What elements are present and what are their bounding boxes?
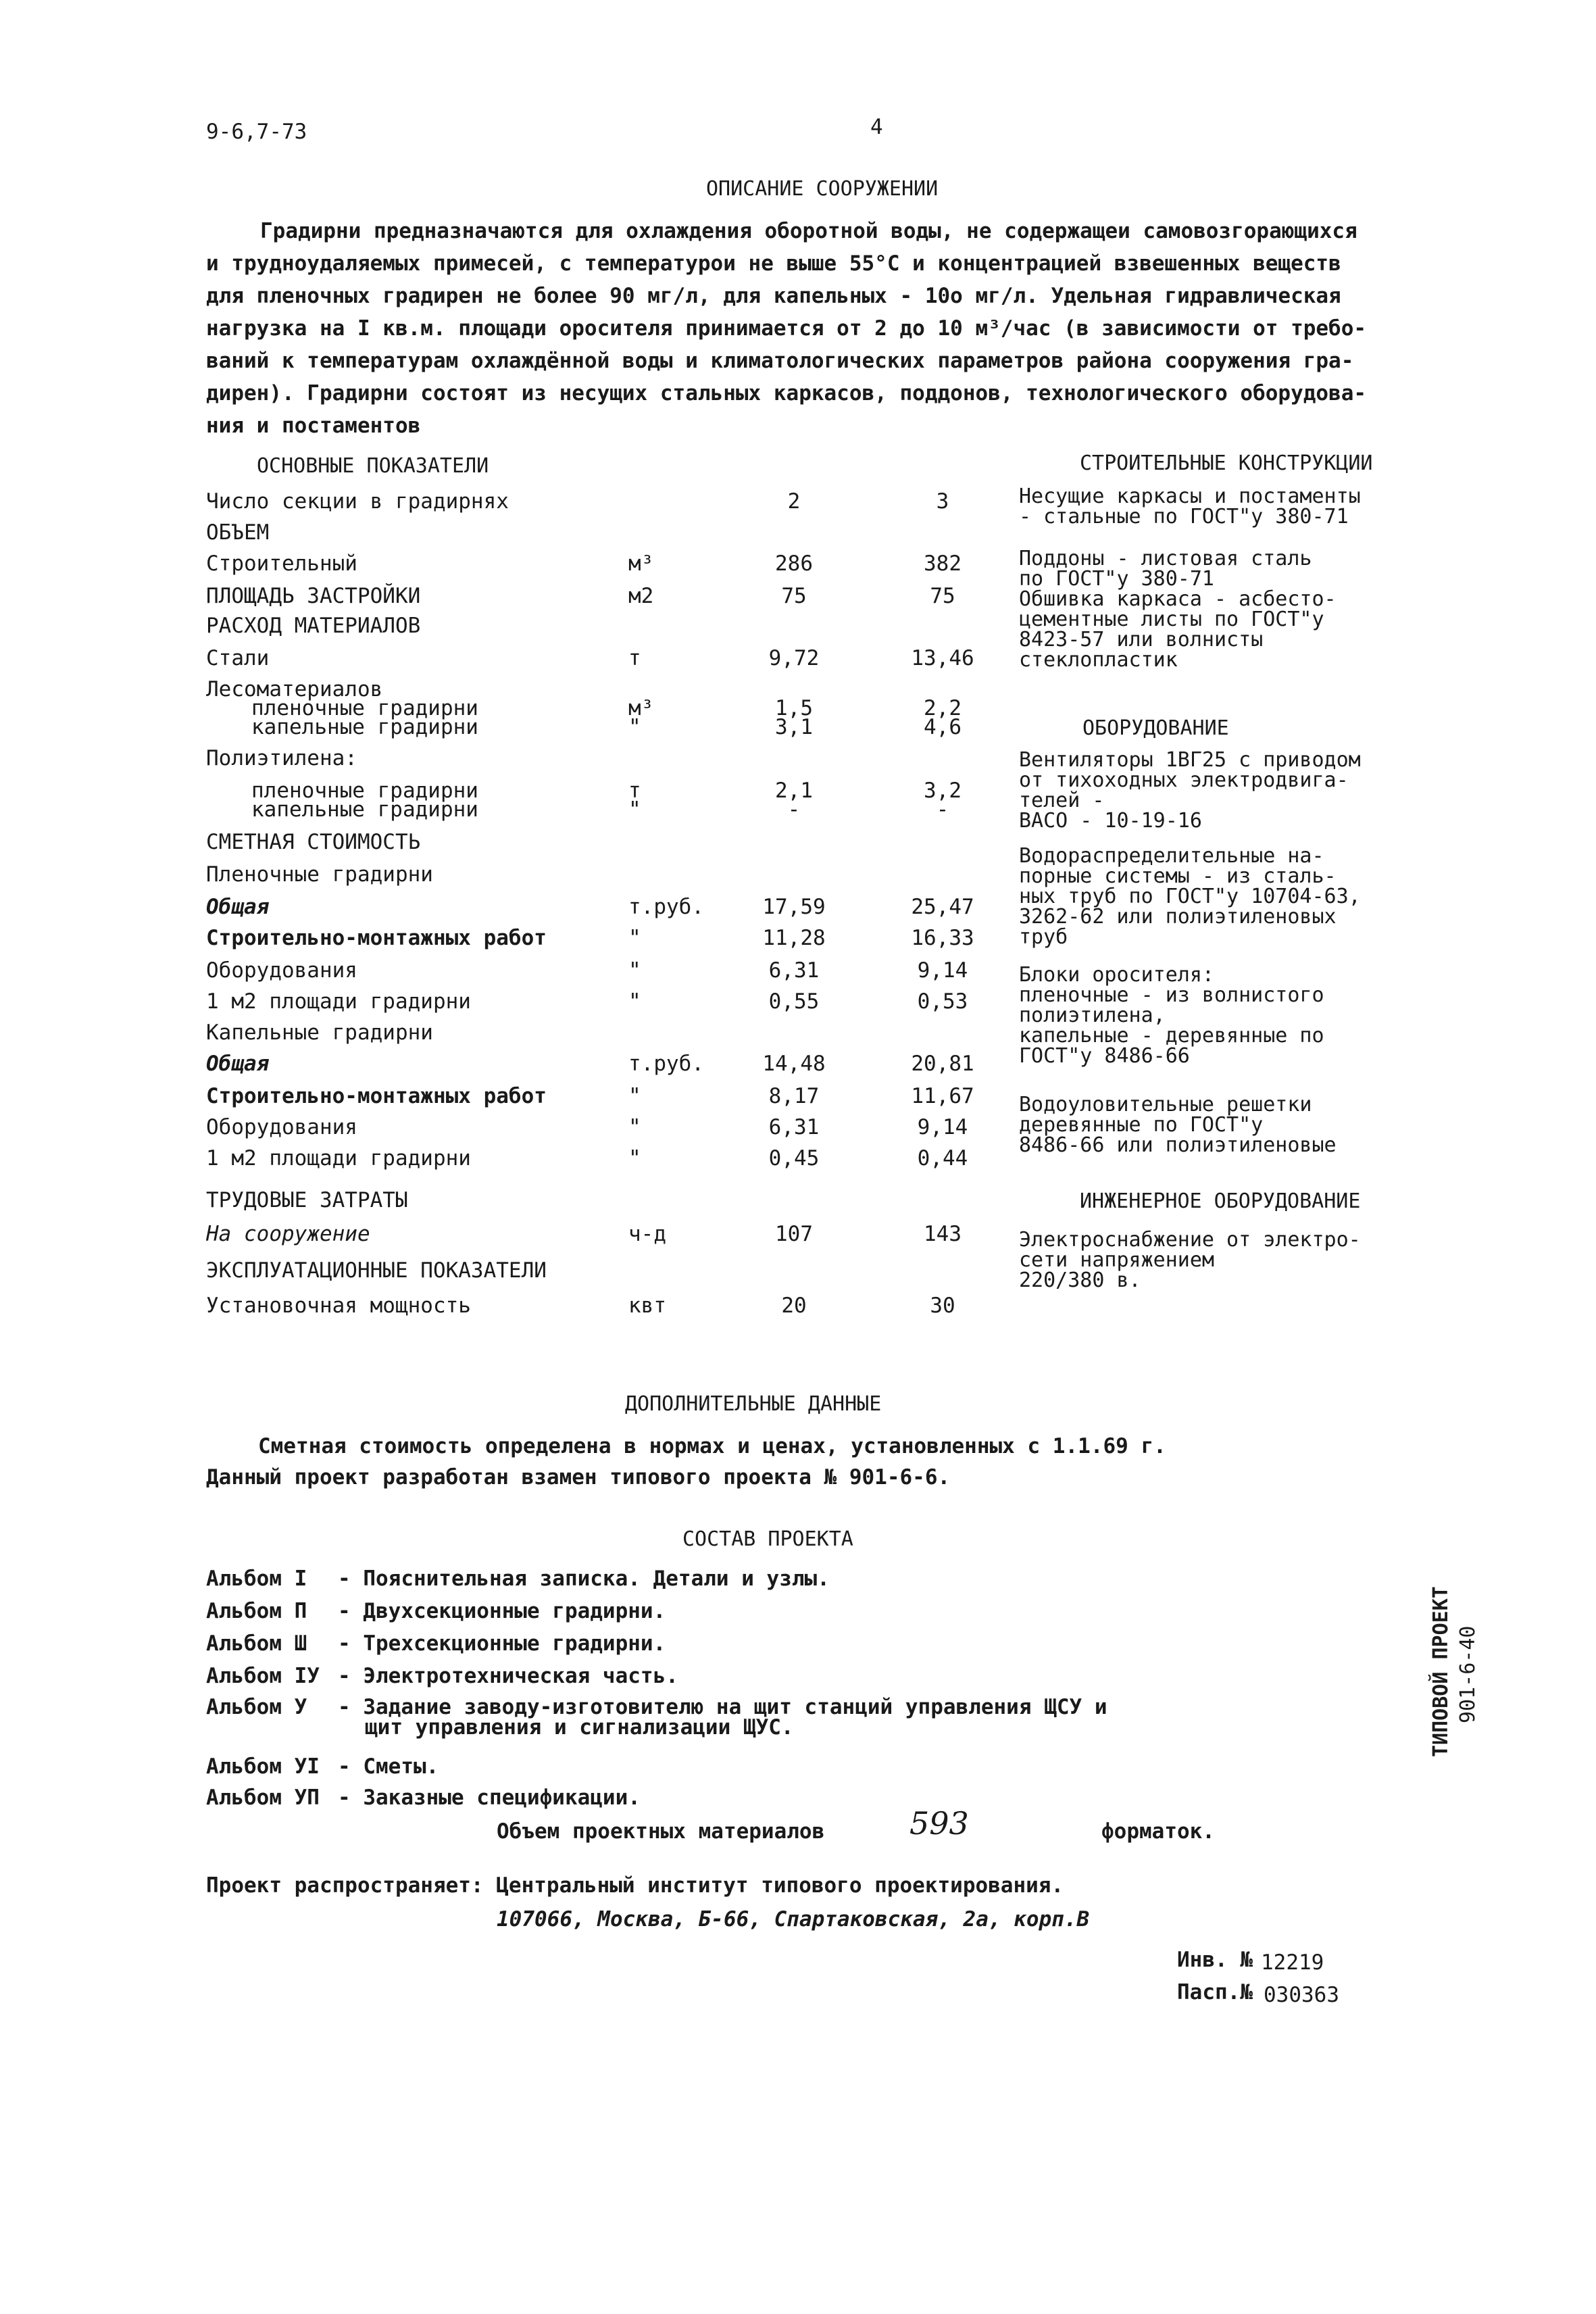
volume-unit: форматок. (1101, 1819, 1215, 1844)
indicator-value-3-sections: 13,46 (911, 646, 974, 670)
album-description: - Сметы. (338, 1754, 439, 1779)
equipment-line: пленочные - из волнистого (1019, 983, 1324, 1007)
indicator-value-2-sections: 0,45 (768, 1146, 820, 1171)
indicator-value-2-sections: 6,31 (768, 1115, 820, 1139)
indicator-value-3-sections: 16,33 (911, 926, 974, 950)
indicator-label: На сооружение (206, 1222, 370, 1246)
equipment-line: деревянные по ГОСТ"у (1019, 1113, 1264, 1137)
description-line: ния и постаментов (206, 414, 421, 438)
equipment-block-2 (1019, 846, 1411, 947)
equipment-line: ных труб по ГОСТ"у 10704-63, (1019, 885, 1361, 908)
constructions-line: стеклопластик (1019, 648, 1178, 672)
engineering-line: сети напряжением (1019, 1248, 1214, 1272)
album-name: Альбом IУ (206, 1664, 320, 1688)
indicator-value-2-sections: 8,17 (768, 1084, 820, 1108)
indicator-label: пленочные градирни (251, 779, 478, 803)
indicator-unit: " (628, 715, 641, 739)
indicator-label: ПЛОЩАДЬ ЗАСТРОЙКИ (206, 584, 421, 608)
indicator-label: ТРУДОВЫЕ ЗАТРАТЫ (206, 1188, 408, 1212)
constructions-line: цементные листы по ГОСТ"у (1019, 608, 1324, 631)
inv-label: Инв. № (1177, 1948, 1253, 1972)
indicator-label: Лесоматериалов (206, 677, 383, 701)
indicator-unit: т.руб. (628, 1052, 704, 1076)
indicator-label: ЭКСПЛУАТАЦИОННЫЕ ПОКАЗАТЕЛИ (206, 1258, 547, 1283)
indicator-unit: т.руб. (628, 895, 704, 919)
indicator-value-3-sections: - (936, 797, 949, 822)
indicator-value-3-sections: 20,81 (911, 1052, 974, 1076)
indicator-value-2-sections: 20 (781, 1294, 807, 1318)
equipment-line: порные системы - из сталь- (1019, 864, 1337, 888)
description-line: ваний к температурам охлаждённой воды и климатологических параметров района сооружения гра- (206, 349, 1354, 373)
constructions-block-2 (1019, 549, 1411, 670)
description-line: и трудноудаляемых примесей, с температурои не выше 55°С и концентрацией взвешенных веществ (206, 251, 1341, 276)
equipment-block-1 (1019, 750, 1411, 831)
doc-code: 9-6,7-73 (206, 120, 307, 144)
indicator-unit: " (628, 1115, 641, 1139)
indicator-label: Полиэтилена: (206, 746, 357, 770)
indicator-value-2-sections: 75 (781, 584, 807, 608)
indicator-unit: м³ (628, 696, 654, 720)
description-line: для пленочных градирен не более 90 мг/л, для капельных - 10о мг/л. Удельная гидравлическая (206, 284, 1341, 308)
constructions-title: СТРОИТЕЛЬНЫЕ КОНСТРУКЦИИ (1080, 451, 1373, 475)
indicator-value-2-sections: 14,48 (762, 1052, 826, 1076)
indicator-label: 1 м2 площади градирни (206, 989, 471, 1014)
indicator-unit: м³ (628, 551, 654, 576)
indicator-value-2-sections: 107 (775, 1222, 813, 1246)
volume-label: Объем проектных материалов (497, 1819, 825, 1844)
indicator-unit: м2 (628, 584, 654, 608)
indicator-value-2-sections: 0,55 (768, 989, 820, 1014)
constructions-line: - стальные по ГОСТ"у 380-71 (1019, 505, 1349, 528)
equipment-line: телей - (1019, 789, 1105, 812)
indicator-value-3-sections: 143 (924, 1222, 962, 1246)
indicator-value-3-sections: 4,6 (924, 715, 962, 739)
indicator-value-2-sections: - (787, 797, 801, 822)
equipment-line: от тихоходных электродвига- (1019, 768, 1349, 792)
indicator-value-2-sections: 286 (775, 551, 813, 576)
composition-title: СОСТАВ ПРОЕКТА (682, 1527, 853, 1551)
equipment-line: ГОСТ"у 8486-66 (1019, 1044, 1190, 1068)
constructions-line: Обшивка каркаса - асбесто- (1019, 587, 1337, 611)
indicator-value-3-sections: 382 (924, 551, 962, 576)
indicator-unit: т (628, 779, 641, 803)
indicator-label: Стали (206, 646, 270, 670)
additional-line-1: Сметная стоимость определена в нормах и ценах, установленных с 1.1.69 г. (258, 1434, 1166, 1458)
album-name: Альбом УП (206, 1786, 320, 1810)
indicator-unit: " (628, 926, 641, 950)
indicator-label: Строительно-монтажных работ (206, 926, 547, 950)
indicator-value-3-sections: 3 (936, 489, 949, 514)
album-name: Альбом УI (206, 1754, 320, 1779)
distributor-line-1: Проект распространяет: Центральный институт типового проектирования. (206, 1873, 1064, 1898)
equipment-line: Водораспределительные на- (1019, 844, 1324, 868)
indicator-value-3-sections: 25,47 (911, 895, 974, 919)
indicator-label: Капельные градирни (206, 1020, 433, 1045)
equipment-line: Вентиляторы 1ВГ25 с приводом (1019, 748, 1361, 772)
description-paragraph (206, 215, 1409, 442)
side-stamp-line-1: ТИПОВОЙ ПРОЕКТ (1429, 1586, 1453, 1757)
indicator-value-3-sections: 0,53 (917, 989, 968, 1014)
indicator-label: капельные градирни (251, 715, 478, 739)
indicator-value-2-sections: 3,1 (775, 715, 813, 739)
description-line: дирен). Градирни состоят из несущих стальных каркасов, поддонов, технологического оборудова- (206, 381, 1367, 405)
indicator-unit: " (628, 1084, 641, 1108)
equipment-line: 3262-62 или полиэтиленовых (1019, 905, 1337, 929)
indicators-title: ОСНОВНЫЕ ПОКАЗАТЕЛИ (257, 454, 489, 478)
indicator-label: капельные градирни (251, 797, 478, 822)
indicator-value-2-sections: 17,59 (762, 895, 826, 919)
description-line: Градирни предназначаются для охлаждения оборотной воды, не содержащеи самовозгорающихся (260, 219, 1357, 243)
volume-value: 593 (909, 1805, 969, 1842)
indicator-value-3-sections: 75 (930, 584, 955, 608)
pasp-label: Пасп.№ (1177, 1980, 1253, 2004)
equipment-line: Блоки оросителя: (1019, 963, 1214, 987)
constructions-line: Несущие каркасы и постаменты (1019, 485, 1361, 508)
constructions-line: Поддоны - листовая сталь (1019, 547, 1312, 570)
description-line: нагрузка на I кв.м. площади оросителя принимается от 2 до 10 м³/час (в зависимости от требо- (206, 316, 1367, 341)
album-description: - Пояснительная записка. Детали и узлы. (338, 1567, 830, 1591)
pasp-value: 030363 (1264, 1983, 1339, 2007)
album-description: - Задание заводу-изготовителю на щит станций управления ЩСУ и (338, 1695, 1107, 1719)
equipment-block-4 (1019, 1095, 1411, 1156)
indicator-value-3-sections: 9,14 (917, 958, 968, 983)
indicator-unit: " (628, 797, 641, 822)
indicator-value-3-sections: 9,14 (917, 1115, 968, 1139)
indicator-row (0, 715, 1596, 742)
equipment-block-3 (1019, 965, 1411, 1066)
indicator-label: Оборудования (206, 958, 357, 983)
album-description: - Электротехническая часть. (338, 1664, 678, 1688)
indicator-value-3-sections: 0,44 (917, 1146, 968, 1171)
album-name: Альбом I (206, 1567, 307, 1591)
constructions-line: по ГОСТ"у 380-71 (1019, 567, 1214, 591)
indicator-unit: " (628, 989, 641, 1014)
indicator-label: Число секции в градирнях (206, 489, 509, 514)
indicator-value-2-sections: 11,28 (762, 926, 826, 950)
equipment-line: труб (1019, 925, 1068, 949)
equipment-line: капельные - деревянные по (1019, 1024, 1324, 1048)
indicator-label: Строительный (206, 551, 357, 576)
indicator-value-2-sections: 2,1 (775, 779, 813, 803)
constructions-block-1 (1019, 487, 1411, 527)
indicator-value-2-sections: 9,72 (768, 646, 820, 670)
distributor-line-2: 107066, Москва, Б-66, Спартаковская, 2а, корп.В (497, 1907, 1090, 1931)
equipment-title: ОБОРУДОВАНИЕ (1082, 716, 1229, 740)
equipment-line: Водоуловительные решетки (1019, 1093, 1312, 1116)
engineering-line: Электроснабжение от электро- (1019, 1228, 1361, 1252)
album-description: - Заказные спецификации. (338, 1786, 641, 1810)
equipment-line: ВАСО - 10-19-16 (1019, 809, 1202, 833)
album-description: - Двухсекционные градирни. (338, 1599, 666, 1623)
engineering-block (1019, 1230, 1411, 1291)
indicator-label: 1 м2 площади градирни (206, 1146, 471, 1171)
equipment-line: полиэтилена, (1019, 1004, 1166, 1027)
indicator-unit: " (628, 958, 641, 983)
description-title: ОПИСАНИЕ СООРУЖЕНИИ (706, 177, 939, 201)
indicator-value-3-sections: 2,2 (924, 696, 962, 720)
indicator-label: Общая (206, 895, 270, 919)
indicator-value-3-sections: 3,2 (924, 779, 962, 803)
indicator-value-3-sections: 30 (930, 1294, 955, 1318)
indicator-label: пленочные градирни (251, 696, 478, 720)
album-name: Альбом Ш (206, 1631, 307, 1656)
indicator-label: РАСХОД МАТЕРИАЛОВ (206, 614, 421, 638)
album-name: Альбом У (206, 1695, 307, 1719)
album-description-continued: щит управления и сигнализации ЩУС. (365, 1715, 794, 1740)
album-description: - Трехсекционные градирни. (338, 1631, 666, 1656)
indicator-label: Установочная мощность (206, 1294, 471, 1318)
indicator-label: Строительно-монтажных работ (206, 1084, 547, 1108)
engineering-title: ИНЖЕНЕРНОЕ ОБОРУДОВАНИЕ (1080, 1189, 1361, 1213)
indicator-unit: квт (628, 1294, 666, 1318)
indicator-value-2-sections: 1,5 (775, 696, 813, 720)
indicator-unit: т (628, 646, 641, 670)
album-name: Альбом П (206, 1599, 307, 1623)
side-stamp (1382, 1554, 1517, 1784)
indicator-label: Оборудования (206, 1115, 357, 1139)
indicator-label: Общая (206, 1052, 270, 1076)
indicator-row (0, 1294, 1596, 1321)
indicator-value-3-sections: 11,67 (911, 1084, 974, 1108)
engineering-line: 220/380 в. (1019, 1269, 1141, 1292)
indicator-label: ОБЪЕМ (206, 520, 270, 545)
additional-line-2: Данный проект разработан взамен типового проекта № 901-6-6. (206, 1465, 951, 1490)
indicator-unit: " (628, 1146, 641, 1171)
indicator-value-2-sections: 6,31 (768, 958, 820, 983)
additional-title: ДОПОЛНИТЕЛЬНЫЕ ДАННЫЕ (625, 1392, 882, 1416)
indicator-unit: ч-д (628, 1222, 666, 1246)
indicator-label: Пленочные градирни (206, 862, 433, 887)
indicator-value-2-sections: 2 (787, 489, 801, 514)
page-number: 4 (870, 115, 883, 139)
indicator-label: СМЕТНАЯ СТОИМОСТЬ (206, 830, 421, 854)
equipment-line: 8486-66 или полиэтиленовые (1019, 1133, 1337, 1157)
constructions-line: 8423-57 или волнисты (1019, 628, 1264, 651)
side-stamp-line-2: 901-6-40 (1456, 1625, 1480, 1723)
inv-value: 12219 (1261, 1950, 1324, 1975)
